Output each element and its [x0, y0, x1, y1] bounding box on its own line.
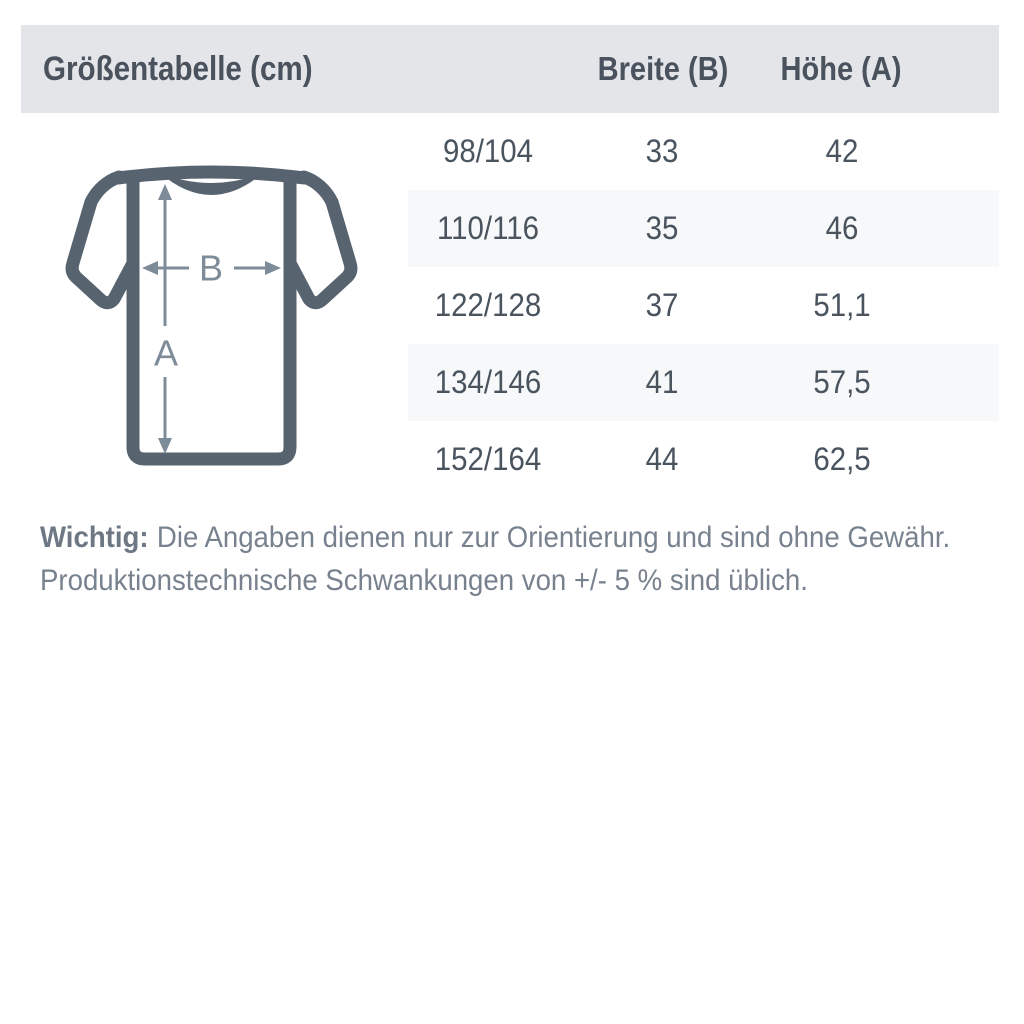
- size-cell: 110/116: [436, 210, 540, 246]
- hoehe-cell: 46: [825, 210, 859, 246]
- size-cell: 134/146: [434, 364, 542, 400]
- hoehe-cell: 51,1: [813, 287, 871, 323]
- breite-cell: 41: [645, 364, 679, 400]
- hoehe-cell: 62,5: [813, 441, 871, 477]
- shirt-right-sleeve: [291, 177, 351, 303]
- disclaimer-note: [40, 516, 951, 602]
- height-arrow-a-icon: [158, 184, 172, 454]
- breite-cell: 35: [645, 210, 679, 246]
- column-header-breite: Breite (B): [597, 50, 729, 87]
- hoehe-cell: 57,5: [813, 364, 871, 400]
- hoehe-cell: 42: [825, 133, 859, 169]
- shirt-body: [133, 177, 290, 459]
- disclaimer-line-2: Produktionstechnische Schwankungen von +/- 5 % sind üblich.: [40, 564, 808, 597]
- tshirt-diagram-icon: [55, 163, 368, 475]
- size-cell: 98/104: [442, 133, 534, 169]
- breite-cell: 37: [645, 287, 679, 323]
- disclaimer-line-1: [40, 516, 951, 559]
- disclaimer-text-1: Die Angaben dienen nur zur Orientierung und sind ohne Gewähr.: [156, 521, 951, 554]
- width-label: B: [198, 247, 224, 289]
- table-header-bar: [21, 25, 999, 113]
- breite-cell: 44: [645, 441, 679, 477]
- shirt-shoulder-line: [118, 172, 305, 178]
- breite-cell: 33: [645, 133, 679, 169]
- size-cell: 152/164: [434, 441, 542, 477]
- size-cell: 122/128: [434, 287, 542, 323]
- height-label: A: [153, 332, 179, 374]
- column-header-hoehe: Höhe (A): [780, 50, 902, 87]
- page-title: Größentabelle (cm): [43, 50, 313, 88]
- shirt-left-sleeve: [72, 177, 132, 303]
- disclaimer-label: Wichtig:: [40, 521, 149, 554]
